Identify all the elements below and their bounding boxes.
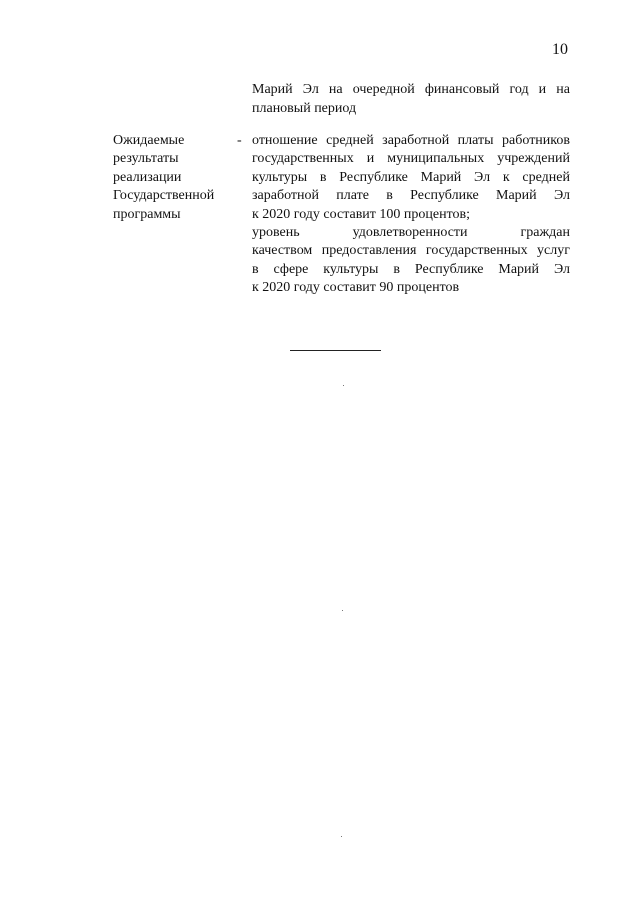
row-label-line: Ожидаемые [113, 133, 185, 148]
row-label [113, 132, 228, 224]
row-content [252, 132, 570, 298]
scan-speck [341, 836, 342, 837]
row-dash: - [237, 133, 242, 148]
scan-speck [343, 385, 344, 386]
content-line: заработной плате в Республике Марий Эл [252, 188, 570, 204]
content-line: в сфере культуры в Республике Марий Эл [252, 261, 570, 277]
content-line: качеством предоставления государственных услуг [252, 243, 570, 259]
continuation-text [252, 80, 570, 118]
row-label-line: реализации [113, 169, 182, 185]
end-separator-line [290, 350, 381, 351]
content-line: к 2020 году составит 90 процентов [252, 280, 460, 296]
content-line: государственных и муниципальных учреждений [252, 151, 570, 167]
content-line: к 2020 году составит 100 процентов; [252, 206, 471, 222]
row-label-line: результаты [113, 151, 179, 167]
continuation-line: Марий Эл на очередной финансовый год и на [252, 82, 570, 97]
row-label-line: программы [113, 206, 181, 222]
content-line: культуры в Республике Марий Эл к средней [252, 169, 570, 185]
scan-speck [342, 610, 343, 611]
content-line: уровень удовлетворенности граждан [252, 225, 570, 241]
row-label-line: Государственной [113, 188, 215, 204]
continuation-line: плановый период [252, 101, 357, 116]
content-line: отношение средней заработной платы работников [252, 133, 570, 148]
page-number: 10 [552, 41, 568, 58]
